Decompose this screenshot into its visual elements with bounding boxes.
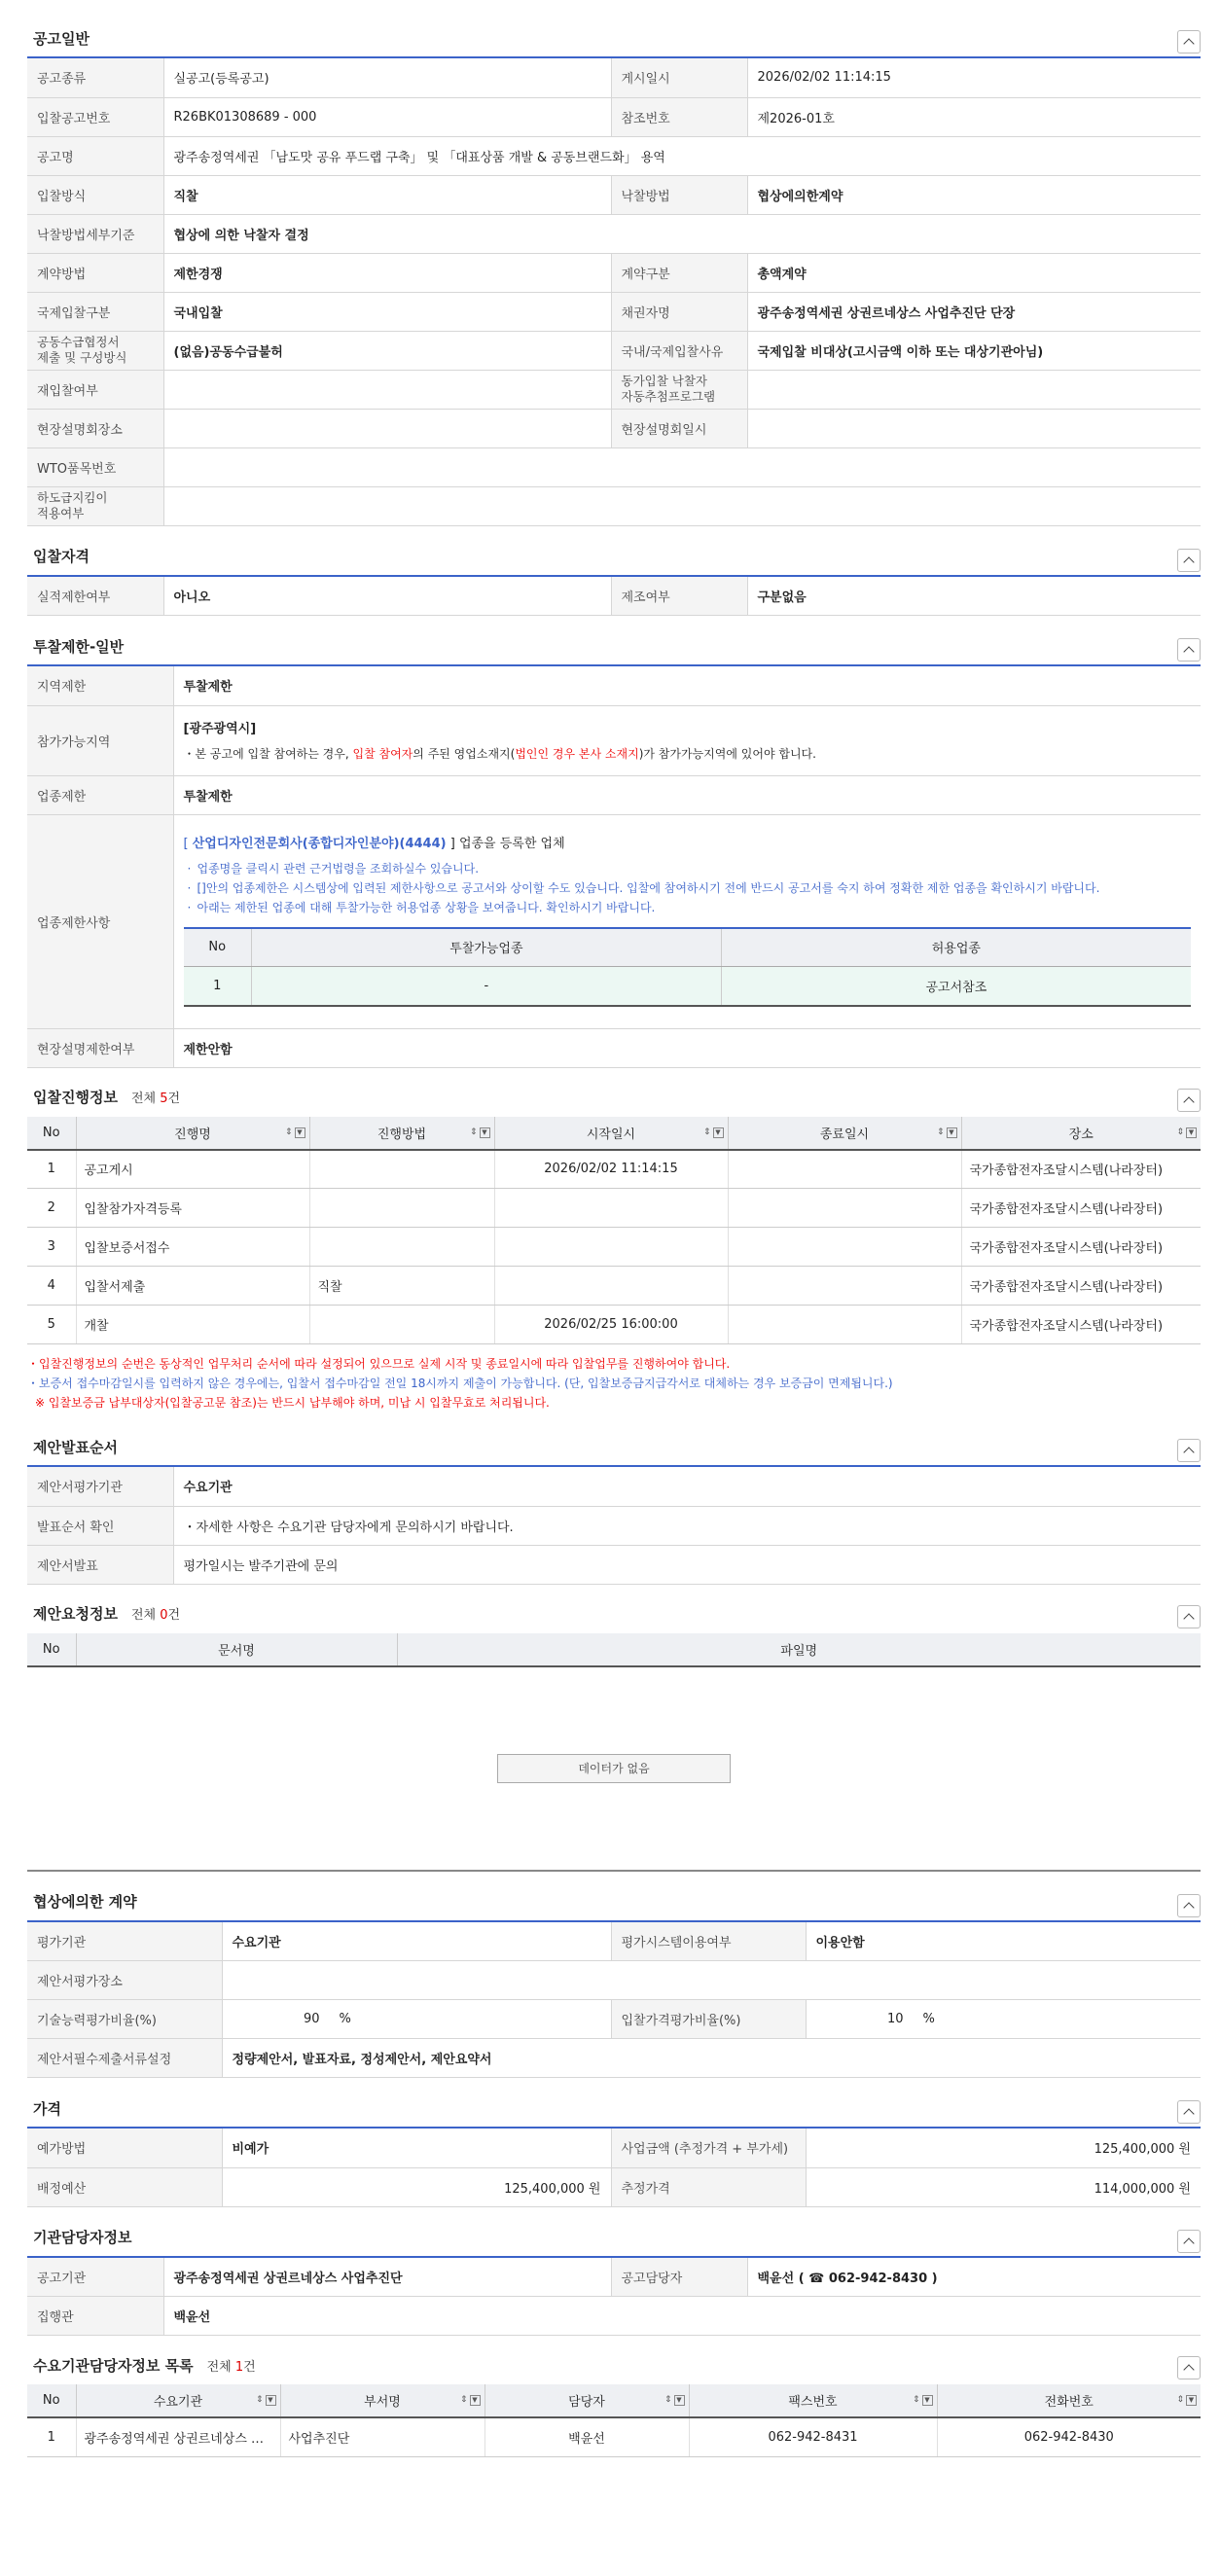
kv-row: [27, 370, 1201, 409]
value: 광주송정역세권 상권르네상스 사업추진단 단장: [747, 292, 1201, 331]
value: 비예가: [222, 2129, 611, 2167]
label: 지역제한: [27, 666, 173, 705]
table-cell: 5: [27, 1306, 76, 1344]
table-cell: [494, 1189, 728, 1228]
label: 입찰가격평가비율(%): [611, 2000, 806, 2039]
collapse-icon[interactable]: [1177, 1605, 1201, 1628]
label: 현장설명회일시: [611, 409, 747, 447]
table-row: [27, 1267, 1201, 1306]
empty-area: [27, 1667, 1201, 1872]
table-row: [27, 1150, 1201, 1189]
total-count: 전체 0건: [130, 1608, 181, 1623]
sort-icon[interactable]: ⇕ ▼: [285, 1127, 305, 1138]
value: (없음)공동수급불허: [163, 331, 611, 370]
label: WTO품목번호: [27, 447, 163, 486]
table-cell: [309, 1306, 494, 1344]
label: 제안서필수제출서류설정: [27, 2039, 222, 2078]
value: [163, 447, 1201, 486]
table-cell: 062-942-8431: [689, 2417, 937, 2456]
table-cell: [728, 1306, 961, 1344]
total-count: 전체 5건: [130, 1091, 181, 1106]
negotiation-section: [27, 1883, 1201, 2079]
column-header: 허용업종: [721, 928, 1191, 967]
table-cell: 3: [27, 1228, 76, 1267]
table-cell: [309, 1228, 494, 1267]
industry-head: [ 산업디자인전문회사(종합디자인분야)(4444) ] 업종을 등록한 업체: [183, 836, 565, 851]
column-header: No: [27, 1633, 76, 1666]
label: 공고담당자: [611, 2258, 747, 2297]
column-header[interactable]: 담당자 ⇕ ▼: [484, 2384, 689, 2417]
table-cell: [728, 1228, 961, 1267]
value: 투찰제한: [173, 666, 1201, 705]
label: 하도급지킴이 적용여부: [27, 486, 163, 525]
label: 예가방법: [27, 2129, 222, 2167]
demand-section: [27, 2345, 1201, 2487]
collapse-icon[interactable]: [1177, 2100, 1201, 2124]
section-title: 입찰자격: [33, 548, 90, 565]
column-header: No: [184, 928, 252, 967]
progress-note: ※ 입찰보증금 납부대상자(입찰공고문 참조)는 반드시 납부해야 하며, 미납 시 입찰무효로 처리됩니다.: [35, 1396, 550, 1410]
collapse-icon[interactable]: [1177, 1894, 1201, 1917]
label: 사업금액 (추정가격 + 부가세): [611, 2129, 806, 2167]
value: 광주송정역세권 상권르네상스 사업추진단: [163, 2258, 611, 2297]
price-section: [27, 2090, 1201, 2207]
column-header[interactable]: 종료일시 ⇕ ▼: [728, 1117, 961, 1150]
label: 국제입찰구분: [27, 292, 163, 331]
table-row: [27, 2417, 1201, 2456]
label: 현장설명회장소: [27, 409, 163, 447]
percent-unit: %: [922, 2012, 935, 2026]
label: 업종제한사항: [27, 814, 173, 1028]
table-cell: [728, 1189, 961, 1228]
column-header: No: [27, 1117, 76, 1150]
area-note: ・본 공고에 입찰 참여하는 경우, 입찰 참여자의 주된 영업소재지(법인인 경우 본사 소재지)가 참가가능지역에 있어야 합니다.: [183, 746, 816, 761]
sort-icon[interactable]: ⇕ ▼: [703, 1127, 724, 1138]
qualification-section: [27, 538, 1201, 617]
value: 백윤선: [163, 2297, 1201, 2336]
column-header[interactable]: 진행방법 ⇕ ▼: [309, 1117, 494, 1150]
collapse-icon[interactable]: [1177, 30, 1201, 54]
label: 낙찰방법: [611, 175, 747, 214]
value: 총액계약: [747, 253, 1201, 292]
cell: -: [252, 967, 722, 1006]
detail-note: · []안의 업종제한은 시스템상에 입력된 제한사항으로 공고서와 상이할 수도 있습니다. 입찰에 참여하시기 전에 반드시 공고서를 숙지 하여 정확한 제한 업종을 확인하시기 바랍니다.: [184, 878, 1192, 898]
column-header: No: [27, 2384, 76, 2417]
column-header[interactable]: 전화번호 ⇕ ▼: [937, 2384, 1201, 2417]
table-row: [27, 1306, 1201, 1344]
value: 제2026-01호: [747, 97, 1201, 136]
table-cell: 직찰: [309, 1267, 494, 1306]
table-cell: 입찰보증서접수: [76, 1228, 309, 1267]
section-title: 협상에의한 계약: [33, 1893, 137, 1911]
label: 공고기관: [27, 2258, 163, 2297]
table-cell: 백윤선: [484, 2417, 689, 2456]
table-cell: [309, 1150, 494, 1189]
column-header[interactable]: 팩스번호 ⇕ ▼: [689, 2384, 937, 2417]
kv-row: [27, 97, 1201, 136]
label: 배정예산: [27, 2167, 222, 2206]
column-header[interactable]: 수요기관 ⇕ ▼: [76, 2384, 280, 2417]
kv-row: [27, 292, 1201, 331]
value: [747, 409, 1201, 447]
table-cell: 2026/02/02 11:14:15: [494, 1150, 728, 1189]
table-cell: 4: [27, 1267, 76, 1306]
section-title: 기관담당자정보: [33, 2229, 132, 2246]
value: 구분없음: [747, 577, 1201, 616]
table-row: [27, 1189, 1201, 1228]
label: 참조번호: [611, 97, 747, 136]
value: 백윤선 ( ☎ 062-942-8430 ): [747, 2258, 1201, 2297]
label: 실적제한여부: [27, 577, 163, 616]
value: 투찰제한: [173, 775, 1201, 814]
section-title: 수요기관담당자정보 목록: [33, 2356, 194, 2375]
collapse-icon[interactable]: [1177, 549, 1201, 572]
collapse-icon[interactable]: [1177, 1439, 1201, 1462]
presentation-table: [27, 1467, 1201, 1585]
sort-icon[interactable]: ⇕ ▼: [470, 1127, 490, 1138]
kv-row: [27, 486, 1201, 525]
industry-link[interactable]: 산업디자인전문회사(종합디자인분야)(4444): [192, 836, 447, 851]
column-header[interactable]: 부서명 ⇕ ▼: [280, 2384, 484, 2417]
table-cell: 2026/02/25 16:00:00: [494, 1306, 728, 1344]
value: [163, 409, 611, 447]
table-cell: 1: [27, 1150, 76, 1189]
label: 집행관: [27, 2297, 163, 2336]
no-data-message: 데이터가 없음: [497, 1754, 731, 1783]
label: 제안서발표: [27, 1545, 173, 1584]
label: 참가가능지역: [27, 705, 173, 775]
table-cell: 개찰: [76, 1306, 309, 1344]
label: 제조여부: [611, 577, 747, 616]
total-count: 전체 1건: [206, 2359, 256, 2375]
value: 수요기관: [222, 1922, 611, 1961]
label: 공고명: [27, 136, 163, 175]
section-title: 공고일반: [33, 29, 90, 48]
percent-unit: %: [339, 2012, 351, 2026]
section-title: 투찰제한-일반: [33, 637, 125, 656]
progress-table: [27, 1117, 1201, 1345]
sort-icon[interactable]: ⇕ ▼: [1176, 1127, 1197, 1138]
value: 제한안함: [173, 1028, 1201, 1067]
sort-icon[interactable]: ⇕ ▼: [256, 2395, 276, 2406]
tech-ratio: 90: [303, 2012, 320, 2026]
column-header: 투찰가능업종: [252, 928, 722, 967]
collapse-icon[interactable]: [1177, 638, 1201, 662]
value: 2026/02/02 11:14:15: [747, 58, 1201, 97]
value: [222, 1961, 1201, 2000]
section-title: 입찰진행정보: [33, 1089, 118, 1106]
kv-row: [27, 409, 1201, 447]
column-header[interactable]: 장소 ⇕ ▼: [961, 1117, 1201, 1150]
bid-ratio: 10: [886, 2012, 904, 2026]
value: 협상에의한계약: [747, 175, 1201, 214]
label: 기술능력평가비율(%): [27, 2000, 222, 2039]
kv-row: [27, 175, 1201, 214]
area-value: [광주광역시]: [183, 721, 257, 736]
negotiation-table: [27, 1922, 1201, 2079]
value: 평가일시는 발주기관에 문의: [173, 1545, 1201, 1584]
column-header: 파일명: [397, 1633, 1201, 1666]
value: [163, 486, 1201, 525]
cell: 1: [184, 967, 252, 1006]
table-cell: [728, 1267, 961, 1306]
label: 평가기관: [27, 1922, 222, 1961]
label: 입찰방식: [27, 175, 163, 214]
presentation-section: [27, 1428, 1201, 1585]
value: 직찰: [163, 175, 611, 214]
value: 이용안함: [806, 1922, 1201, 1961]
price-table: [27, 2129, 1201, 2207]
kv-row: [27, 214, 1201, 253]
request-table: [27, 1633, 1201, 1667]
value: 제한경쟁: [163, 253, 611, 292]
progress-note: ・입찰진행정보의 순번은 동상적인 업무처리 순서에 따라 설정되어 있으므로 실제 시작 및 종료일시에 따라 입찰업무를 진행하여야 합니다.: [27, 1357, 731, 1371]
sort-icon[interactable]: ⇕ ▼: [460, 2395, 481, 2406]
label: 추정가격: [611, 2167, 806, 2206]
sort-icon[interactable]: ⇕ ▼: [664, 2395, 685, 2406]
table-cell: 입찰참가자격등록: [76, 1189, 309, 1228]
kv-row: [27, 447, 1201, 486]
label: 공고종류: [27, 58, 163, 97]
table-cell: 국가종합전자조달시스템(나라장터): [961, 1306, 1201, 1344]
label: 입찰공고번호: [27, 97, 163, 136]
table-cell: 국가종합전자조달시스템(나라장터): [961, 1189, 1201, 1228]
kv-row: [27, 58, 1201, 97]
label: 계약구분: [611, 253, 747, 292]
cell: 공고서참조: [721, 967, 1191, 1006]
label: 낙찰방법세부기준: [27, 214, 163, 253]
qualification-table: [27, 577, 1201, 617]
progress-section: [27, 1078, 1201, 1413]
section-title: 제안발표순서: [33, 1438, 118, 1456]
collapse-icon[interactable]: [1177, 2356, 1201, 2379]
column-header: 문서명: [76, 1633, 397, 1666]
label: 업종제한: [27, 775, 173, 814]
table-cell: 광주송정역세권 상권르네상스 …: [76, 2417, 280, 2456]
label: 채권자명: [611, 292, 747, 331]
agency-table: [27, 2258, 1201, 2337]
label: 동가입찰 낙찰자 자동추첨프로그램: [611, 370, 747, 409]
collapse-icon[interactable]: [1177, 2230, 1201, 2253]
table-row: [27, 1228, 1201, 1267]
sort-icon[interactable]: ⇕ ▼: [913, 2395, 933, 2406]
label: 제안서평가장소: [27, 1961, 222, 2000]
value: 광주송정역세권 「남도맛 공유 푸드랩 구축」 및 「대표상품 개발 & 공동브랜드화」 용역: [163, 136, 1201, 175]
label: 현장설명제한여부: [27, 1028, 173, 1067]
table-cell: [309, 1189, 494, 1228]
value: 수요기관: [173, 1467, 1201, 1506]
table-cell: 2: [27, 1189, 76, 1228]
table-cell: 국가종합전자조달시스템(나라장터): [961, 1267, 1201, 1306]
section-title: 가격: [33, 2099, 61, 2118]
general-table: [27, 58, 1201, 526]
label: 게시일시: [611, 58, 747, 97]
value: R26BK01308689 - 000: [163, 97, 611, 136]
table-cell: 입찰서제출: [76, 1267, 309, 1306]
value: 125,400,000 원: [806, 2129, 1201, 2167]
allowed-industry-table: [184, 927, 1192, 1007]
value: [163, 370, 611, 409]
table-cell: 062-942-8430: [937, 2417, 1201, 2456]
label: 계약방법: [27, 253, 163, 292]
label: 재입찰여부: [27, 370, 163, 409]
value: 정량제안서, 발표자료, 정성제안서, 제안요약서: [222, 2039, 1201, 2078]
detail-note: · 업종명을 클릭시 관련 근거법령을 조회하실수 있습니다.: [184, 859, 1192, 878]
sort-icon[interactable]: ⇕ ▼: [1176, 2395, 1197, 2406]
value: ・자세한 사항은 수요기관 담당자에게 문의하시기 바랍니다.: [173, 1506, 1201, 1545]
value: 협상에 의한 낙찰자 결정: [163, 214, 1201, 253]
value: 114,000,000 원: [806, 2167, 1201, 2206]
label: 발표순서 확인: [27, 1506, 173, 1545]
table-cell: 사업추진단: [280, 2417, 484, 2456]
value: 국제입찰 비대상(고시금액 이하 또는 대상기관아님): [747, 331, 1201, 370]
kv-row: [27, 136, 1201, 175]
table-cell: 1: [27, 2417, 76, 2456]
value: 실공고(등록공고): [163, 58, 611, 97]
general-section: [27, 19, 1201, 526]
section-title: 제안요청정보: [33, 1605, 118, 1623]
demand-table: [27, 2384, 1201, 2457]
label: 국내/국제입찰사유: [611, 331, 747, 370]
label: 공동수급협정서 제출 및 구성방식: [27, 331, 163, 370]
value: 국내입찰: [163, 292, 611, 331]
value: 아니오: [163, 577, 611, 616]
value: 125,400,000 원: [222, 2167, 611, 2206]
table-cell: 국가종합전자조달시스템(나라장터): [961, 1150, 1201, 1189]
kv-row: [27, 331, 1201, 370]
table-cell: 국가종합전자조달시스템(나라장터): [961, 1228, 1201, 1267]
agency-section: [27, 2219, 1201, 2337]
label: 제안서평가기관: [27, 1467, 173, 1506]
label: 평가시스템이용여부: [611, 1922, 806, 1961]
progress-note: ・보증서 접수마감일시를 입력하지 않은 경우에는, 입찰서 접수마감일 전일 18시까지 제출이 가능합니다. (단, 입찰보증금지급각서로 대체하는 경우 보증금이 면제됩니다.): [27, 1377, 893, 1390]
table-cell: [494, 1267, 728, 1306]
collapse-icon[interactable]: [1177, 1089, 1201, 1112]
detail-note: · 아래는 제한된 업종에 대해 투찰가능한 허용업종 상황을 보여줍니다. 확인하시기 바랍니다.: [184, 898, 1192, 917]
value: [747, 370, 1201, 409]
column-header[interactable]: 시작일시 ⇕ ▼: [494, 1117, 728, 1150]
table-cell: 공고게시: [76, 1150, 309, 1189]
table-cell: [728, 1150, 961, 1189]
column-header[interactable]: 진행명 ⇕ ▼: [76, 1117, 309, 1150]
sort-icon[interactable]: ⇕ ▼: [937, 1127, 957, 1138]
restriction-section: [27, 627, 1201, 1068]
table-cell: [494, 1228, 728, 1267]
restriction-table: [27, 666, 1201, 1068]
kv-row: [27, 253, 1201, 292]
request-section: [27, 1594, 1201, 1872]
